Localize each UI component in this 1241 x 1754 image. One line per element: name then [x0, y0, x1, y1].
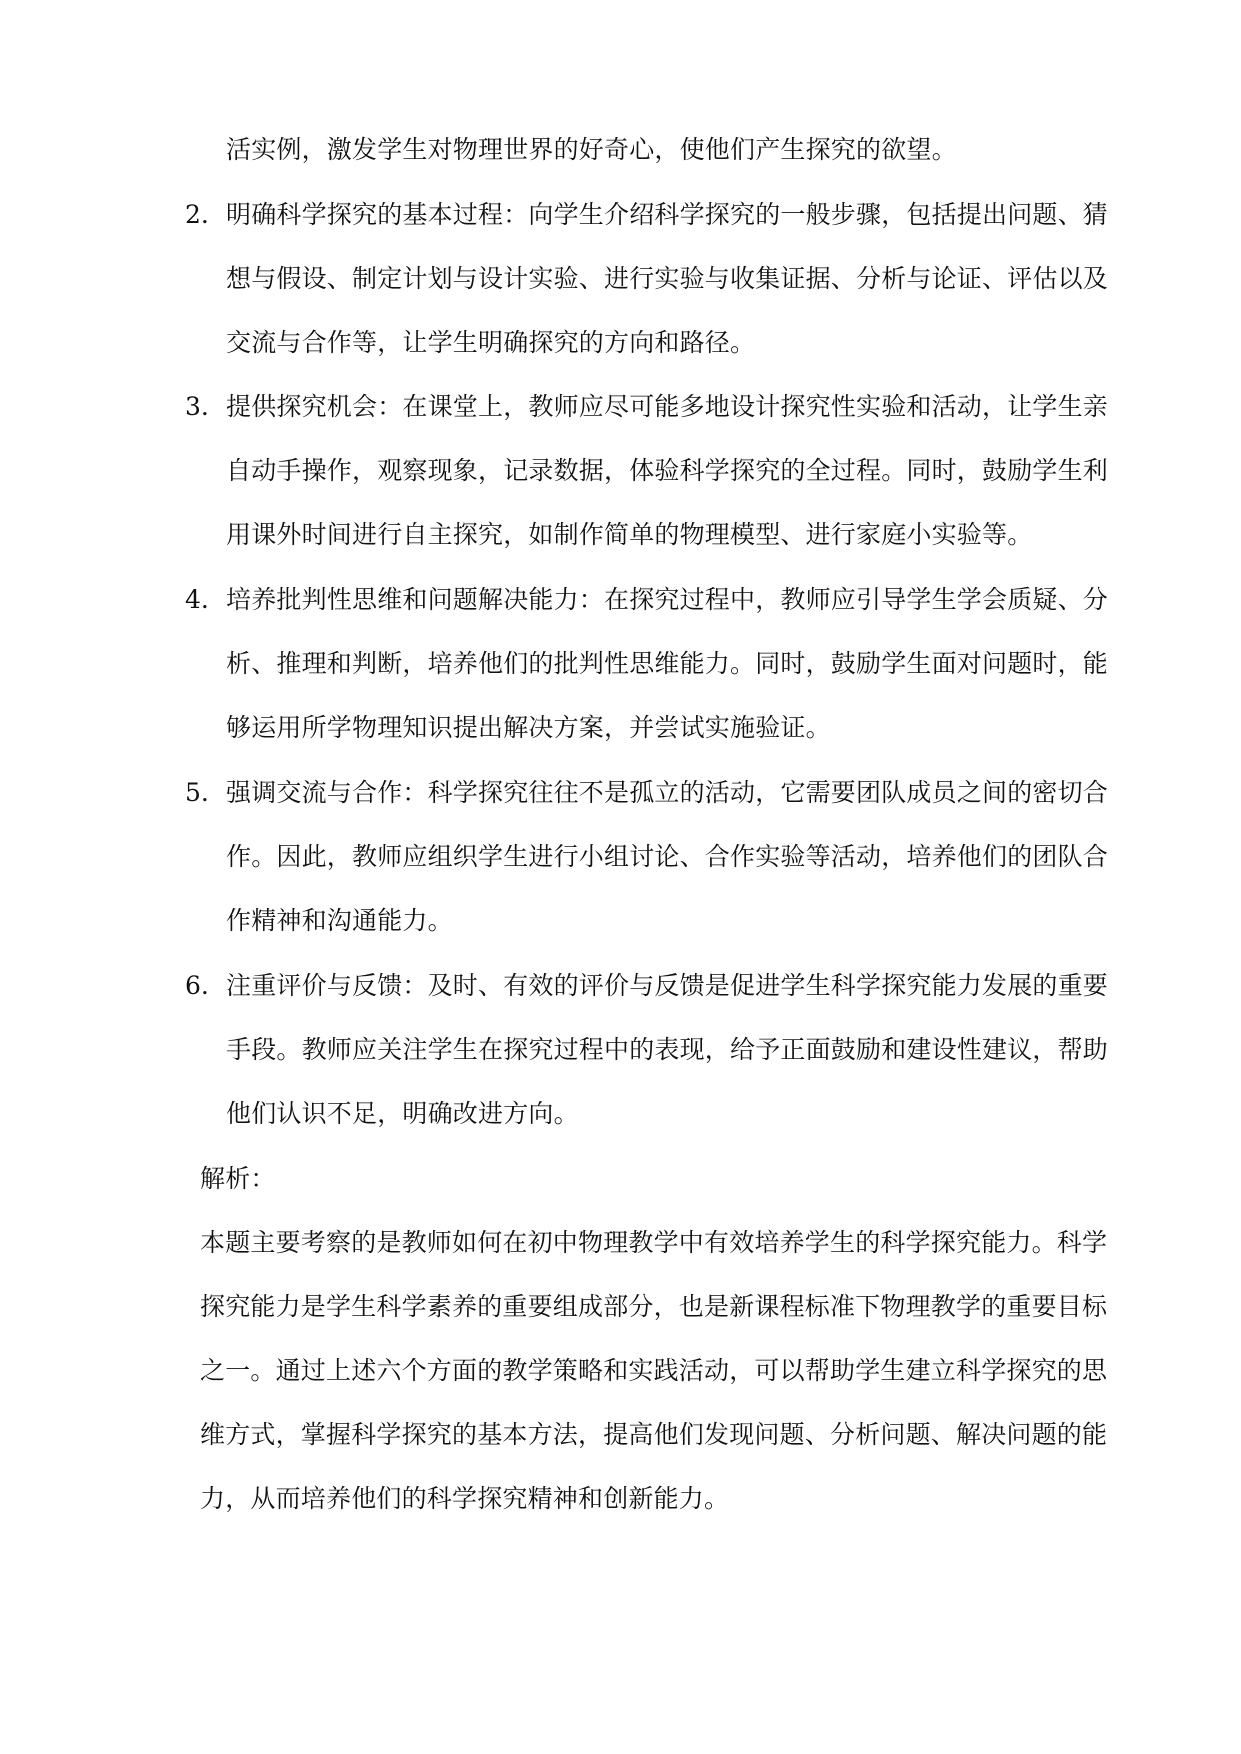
- list-item-line: 想与假设、制定计划与设计实验、进行实验与收集证据、分析与论证、评估以及: [226, 264, 1109, 293]
- list-item-line: 作精神和沟通能力。: [226, 906, 453, 935]
- analysis-heading: 解析：: [200, 1164, 276, 1193]
- analysis-line: 维方式，掌握科学探究的基本方法，提高他们发现问题、分析问题、解决问题的能: [200, 1420, 1108, 1449]
- analysis-line: 力，从而培养他们的科学探究精神和创新能力。: [200, 1484, 730, 1513]
- list-item-line: 培养批判性思维和问题解决能力：在探究过程中，教师应引导学生学会质疑、分: [226, 585, 1109, 614]
- list-item-line: 明确科学探究的基本过程：向学生介绍科学探究的一般步骤，包括提出问题、猜: [226, 200, 1109, 229]
- list-item-line: 交流与合作等，让学生明确探究的方向和路径。: [226, 328, 756, 357]
- list-item-line: 作。因此，教师应组织学生进行小组讨论、合作实验等活动，培养他们的团队合: [226, 842, 1109, 871]
- list-item-number: 3.: [185, 392, 209, 421]
- list-item-line: 注重评价与反馈：及时、有效的评价与反馈是促进学生科学探究能力发展的重要: [226, 971, 1109, 1000]
- list-item-line: 够运用所学物理知识提出解决方案，并尝试实施验证。: [226, 713, 831, 742]
- list-item-number: 2.: [185, 200, 209, 229]
- list-item-line: 手段。教师应关注学生在探究过程中的表现，给予正面鼓励和建设性建议，帮助: [226, 1035, 1109, 1064]
- list-item-number: 4.: [185, 585, 209, 614]
- list-item-line: 析、推理和判断，培养他们的批判性思维能力。同时，鼓励学生面对问题时，能: [226, 649, 1109, 678]
- list-item-number: 5.: [185, 778, 209, 807]
- analysis-line: 探究能力是学生科学素养的重要组成部分，也是新课程标准下物理教学的重要目标: [200, 1292, 1108, 1321]
- list-item-line: 提供探究机会：在课堂上，教师应尽可能多地设计探究性实验和活动，让学生亲: [226, 392, 1109, 421]
- list-item-line: 用课外时间进行自主探究，如制作简单的物理模型、进行家庭小实验等。: [226, 520, 1033, 549]
- list-item-line: 强调交流与合作：科学探究往往不是孤立的活动，它需要团队成员之间的密切合: [226, 778, 1109, 807]
- analysis-line: 本题主要考察的是教师如何在初中物理教学中有效培养学生的科学探究能力。科学: [200, 1228, 1108, 1257]
- intro-continuation-line: 活实例，激发学生对物理世界的好奇心，使他们产生探究的欲望。: [226, 135, 957, 164]
- analysis-line: 之一。通过上述六个方面的教学策略和实践活动，可以帮助学生建立科学探究的思: [200, 1356, 1108, 1385]
- list-item-line: 他们认识不足，明确改进方向。: [226, 1099, 579, 1128]
- list-item-number: 6.: [185, 971, 209, 1000]
- list-item-line: 自动手操作，观察现象，记录数据，体验科学探究的全过程。同时，鼓励学生利: [226, 456, 1109, 485]
